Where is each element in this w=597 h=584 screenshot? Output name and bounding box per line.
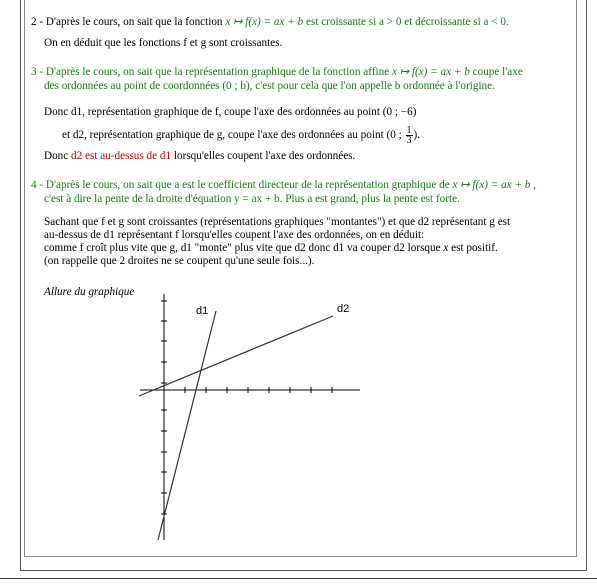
s3-conclusion-red: d2 est au-dessus de d1: [71, 150, 172, 162]
s4-line2: c'est à dire la pente de la droite d'équation y = ax + b. Plus a est grand, plus la pente est forte.: [44, 193, 460, 205]
s3-line4: et d2, représentation graphique de g, coupe l'axe des ordonnées au point (0 ; $\frac{1}{3}$ ).: [62, 125, 421, 146]
fraction-one-third: $\frac{1}{3}$: [406, 125, 412, 146]
s2-line2: On en déduit que les fonctions f et g sont croissantes.: [44, 37, 283, 49]
s3-line1: 3 - D'après le cours, on sait que la représentation graphique de la fonction affine x ↦ f(x) = ax + b coupe l'axe: [31, 66, 523, 78]
s2-line1: 2 - D'après le cours, on sait que la fonction x ↦ f(x) = ax + b est croissante si a > 0 et décroissante si a < 0.: [31, 16, 509, 28]
s4-para4: (on rappelle que 2 droites ne se coupent qu'une seule fois...).: [44, 255, 315, 267]
s3-line2: des ordonnées au point de coordonnées (0 ; b), c'est pour cela que l'on appelle b ordonnée à l'origine.: [44, 80, 495, 92]
s3-line3: Donc d1, représentation graphique de f, coupe l'axe des ordonnées au point (0 ; −6): [44, 106, 417, 118]
s2-function-math: x ↦ f(x) = ax + b: [225, 16, 304, 28]
label-d2: d2: [337, 303, 350, 315]
line-d2: [139, 316, 333, 396]
line-d1: [158, 311, 216, 540]
s4-para3: comme f croît plus vite que g, d1 "monte" plus vite que d2 donc d1 va couper d2 lorsque x est positif.: [44, 242, 498, 254]
graph-caption: Allure du graphique: [44, 286, 135, 298]
label-d1: d1: [196, 305, 209, 317]
s4-para2: au-dessus de d1 représentant f lorsqu'elles coupent l'axe des ordonnées, on en déduit:: [44, 229, 425, 241]
s3-line5: Donc d2 est au-dessus de d1 lorsqu'elles coupent l'axe des ordonnées.: [44, 150, 356, 162]
s4-para1: Sachant que f et g sont croissantes (représentations graphiques "montantes") et que d2 représentant g est: [44, 216, 511, 228]
s4-line1: 4 - D'après le cours, on sait que a est le coefficient directeur de la représentation graphique de x ↦ f(x) = ax + b ,: [31, 179, 536, 191]
